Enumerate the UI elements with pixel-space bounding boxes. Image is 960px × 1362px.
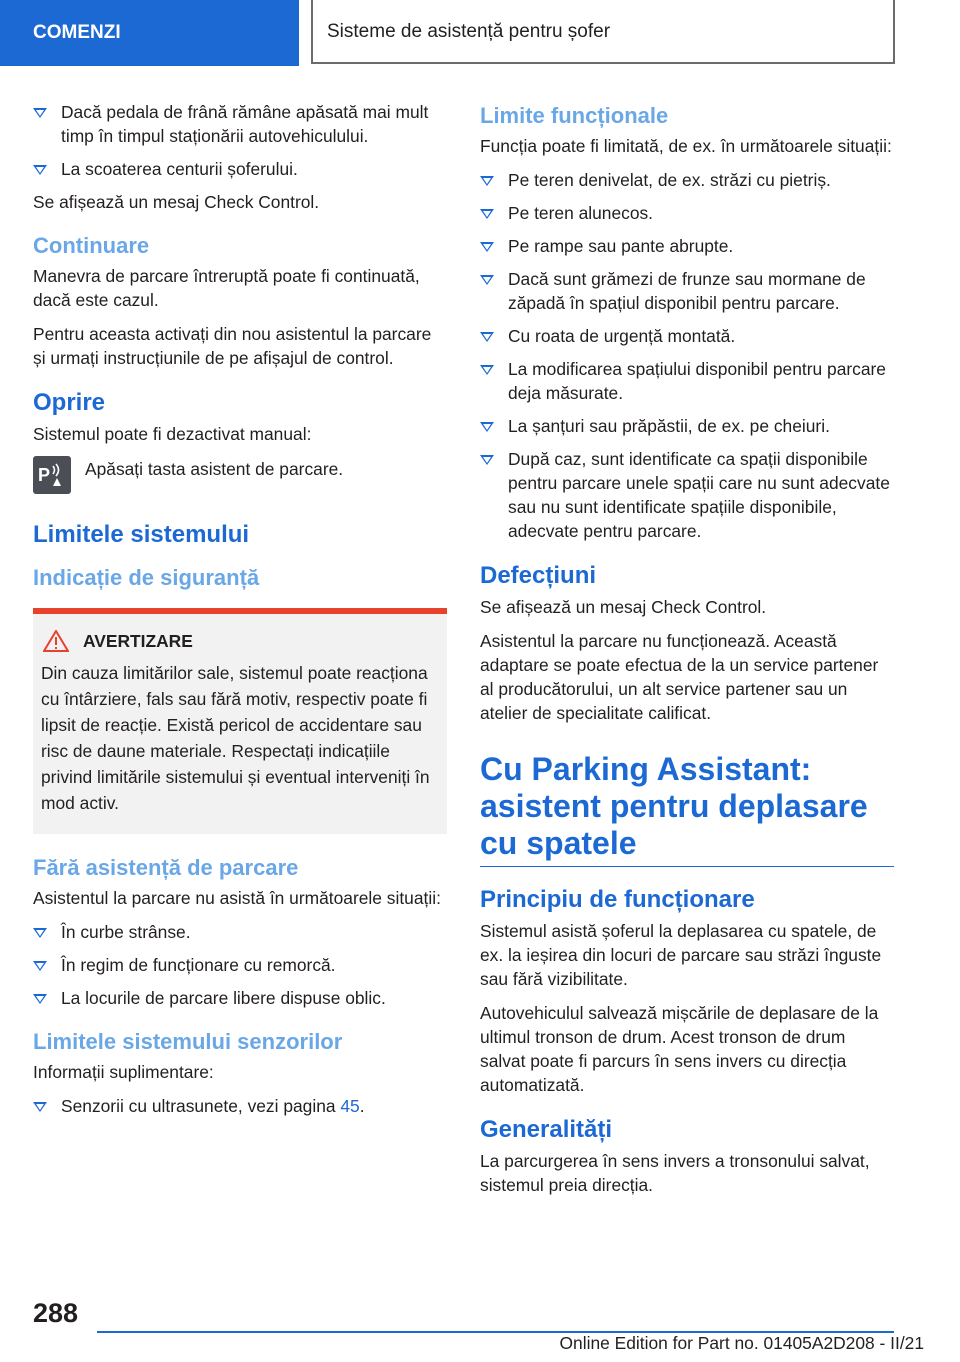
triangle-bullet-icon — [480, 176, 494, 186]
heading-principiu: Principiu de funcționare — [480, 886, 755, 913]
bullet-list — [480, 168, 894, 543]
list-item: La modificarea spațiului disponibil pentru parcare deja măsurate. — [480, 357, 894, 405]
heading-generalitati: Generalități — [480, 1116, 613, 1143]
paragraph: Funcția poate fi limitată, de ex. în următoarele situații: — [480, 136, 892, 156]
chapter-heading: Cu Parking Assistant: asistent pentru deplasare cu spatele — [480, 751, 894, 867]
paragraph: Asistentul la parcare nu asistă în următoarele situații: — [33, 888, 441, 908]
list-item: La locurile de parcare libere dispuse oblic. — [33, 986, 447, 1010]
paragraph: Asistentul la parcare nu funcționează. Această adaptare se poate efectua de la un service partener al producătorului, un alt service partener sau un atelier de specialitate calificat. — [480, 631, 879, 723]
list-item: Pe teren alunecos. — [480, 201, 894, 225]
paragraph: Informații suplimentare: — [33, 1062, 214, 1082]
paragraph: Sistemul poate fi dezactivat manual: — [33, 424, 312, 444]
chapter-title: Sisteme de asistență pentru șofer — [311, 0, 895, 64]
heading-limitele-sistemului: Limitele sistemului — [33, 521, 250, 548]
heading-defectiuni: Defecțiuni — [480, 562, 597, 589]
triangle-bullet-icon — [33, 928, 47, 938]
warning-box — [33, 608, 447, 834]
heading-fara-asistenta: Fără asistență de parcare — [33, 855, 299, 880]
paragraph: Pentru aceasta activați din nou asistentul la parcare și urmați instrucțiunile de pe afișajul de control. — [33, 324, 432, 368]
list-item: Dacă pedala de frână rămâne apăsată mai mult timp în timpul staționării autovehiculului. — [33, 100, 447, 148]
heading-limitele-senzorilor: Limitele sistemului senzorilor — [33, 1029, 343, 1054]
paragraph: Autovehiculul salvează mișcările de deplasare de la ultimul tronson de drum. Acest tronson de drum salvat poate fi parcurs în sens invers cu direcția automatizată. — [480, 1003, 879, 1095]
paragraph: Sistemul asistă șoferul la deplasarea cu spatele, de ex. la ieșirea din locuri de parcare sau străzi înguste sau fără vizibilitate. — [480, 921, 882, 989]
warning-text: Din cauza limitărilor sale, sistemul poate reacționa cu întârziere, fals sau fără motiv, respectiv poate fi lipsit de reacție. Există pericol de accidentare sau risc de daune materiale. Respectați indicațiile privind limitările sistemului și eventual interveniți în mod activ. — [41, 663, 430, 813]
list-item: Pe rampe sau pante abrupte. — [480, 234, 894, 258]
right-column — [480, 100, 894, 1207]
triangle-bullet-icon — [33, 961, 47, 971]
heading-oprire: Oprire — [33, 389, 106, 416]
triangle-bullet-icon — [480, 242, 494, 252]
list-item: La șanțuri sau prăpăstii, de ex. pe cheiuri. — [480, 414, 894, 438]
bullet-list — [33, 1094, 447, 1118]
list-item: Pe teren denivelat, de ex. străzi cu pietriș. — [480, 168, 894, 192]
heading-limite-functionale: Limite funcționale — [480, 103, 669, 128]
warning-triangle-icon — [43, 630, 69, 652]
triangle-bullet-icon — [480, 365, 494, 375]
left-column — [33, 100, 447, 1127]
heading-indicatie-siguranta: Indicație de siguranță — [33, 565, 260, 590]
list-item: Dacă sunt grămezi de frunze sau mormane de zăpadă în spațiul disponibil pentru parcare. — [480, 267, 894, 315]
triangle-bullet-icon — [33, 1102, 47, 1112]
warning-title: AVERTIZARE — [41, 628, 439, 654]
list-item: După caz, sunt identificate ca spații disponibile pentru parcare unele spații care nu sunt adecvate sau nu sunt identificate spațiile disponibile, adecvate pentru parcare. — [480, 447, 894, 543]
triangle-bullet-icon — [480, 455, 494, 465]
triangle-bullet-icon — [480, 275, 494, 285]
footer-edition: Online Edition for Part no. 01405A2D208 - II/21 — [559, 1333, 924, 1353]
page-number: 288 — [33, 1298, 79, 1328]
triangle-bullet-icon — [33, 165, 47, 175]
button-instruction — [33, 456, 447, 494]
list-item: La scoaterea centurii șoferului. — [33, 157, 447, 181]
paragraph: La parcurgerea în sens invers a tronsonului salvat, sistemul preia direcția. — [480, 1151, 870, 1195]
list-item: În curbe strânse. — [33, 920, 447, 944]
paragraph: Se afișează un mesaj Check Control. — [480, 597, 767, 617]
triangle-bullet-icon — [480, 422, 494, 432]
paragraph: Se afișează un mesaj Check Control. — [33, 192, 320, 212]
list-item: Cu roata de urgență montată. — [480, 324, 894, 348]
list-item: Senzorii cu ultrasunete, vezi pagina 45. — [33, 1094, 447, 1118]
parking-assistant-button-icon — [33, 456, 71, 494]
triangle-bullet-icon — [33, 108, 47, 118]
svg-text:P: P — [38, 465, 51, 485]
section-tab[interactable]: COMENZI — [0, 0, 299, 66]
paragraph: Manevra de parcare întreruptă poate fi continuată, dacă este cazul. — [33, 266, 420, 310]
triangle-bullet-icon — [480, 332, 494, 342]
triangle-bullet-icon — [33, 994, 47, 1004]
triangle-bullet-icon — [480, 209, 494, 219]
page-reference-link[interactable]: 45 — [340, 1096, 360, 1116]
bullet-list — [33, 100, 447, 181]
page-header — [0, 0, 960, 66]
instruction-text: Apăsați tasta asistent de parcare. — [85, 459, 344, 479]
bullet-list — [33, 920, 447, 1010]
list-item: În regim de funcționare cu remorcă. — [33, 953, 447, 977]
heading-continuare: Continuare — [33, 233, 150, 258]
